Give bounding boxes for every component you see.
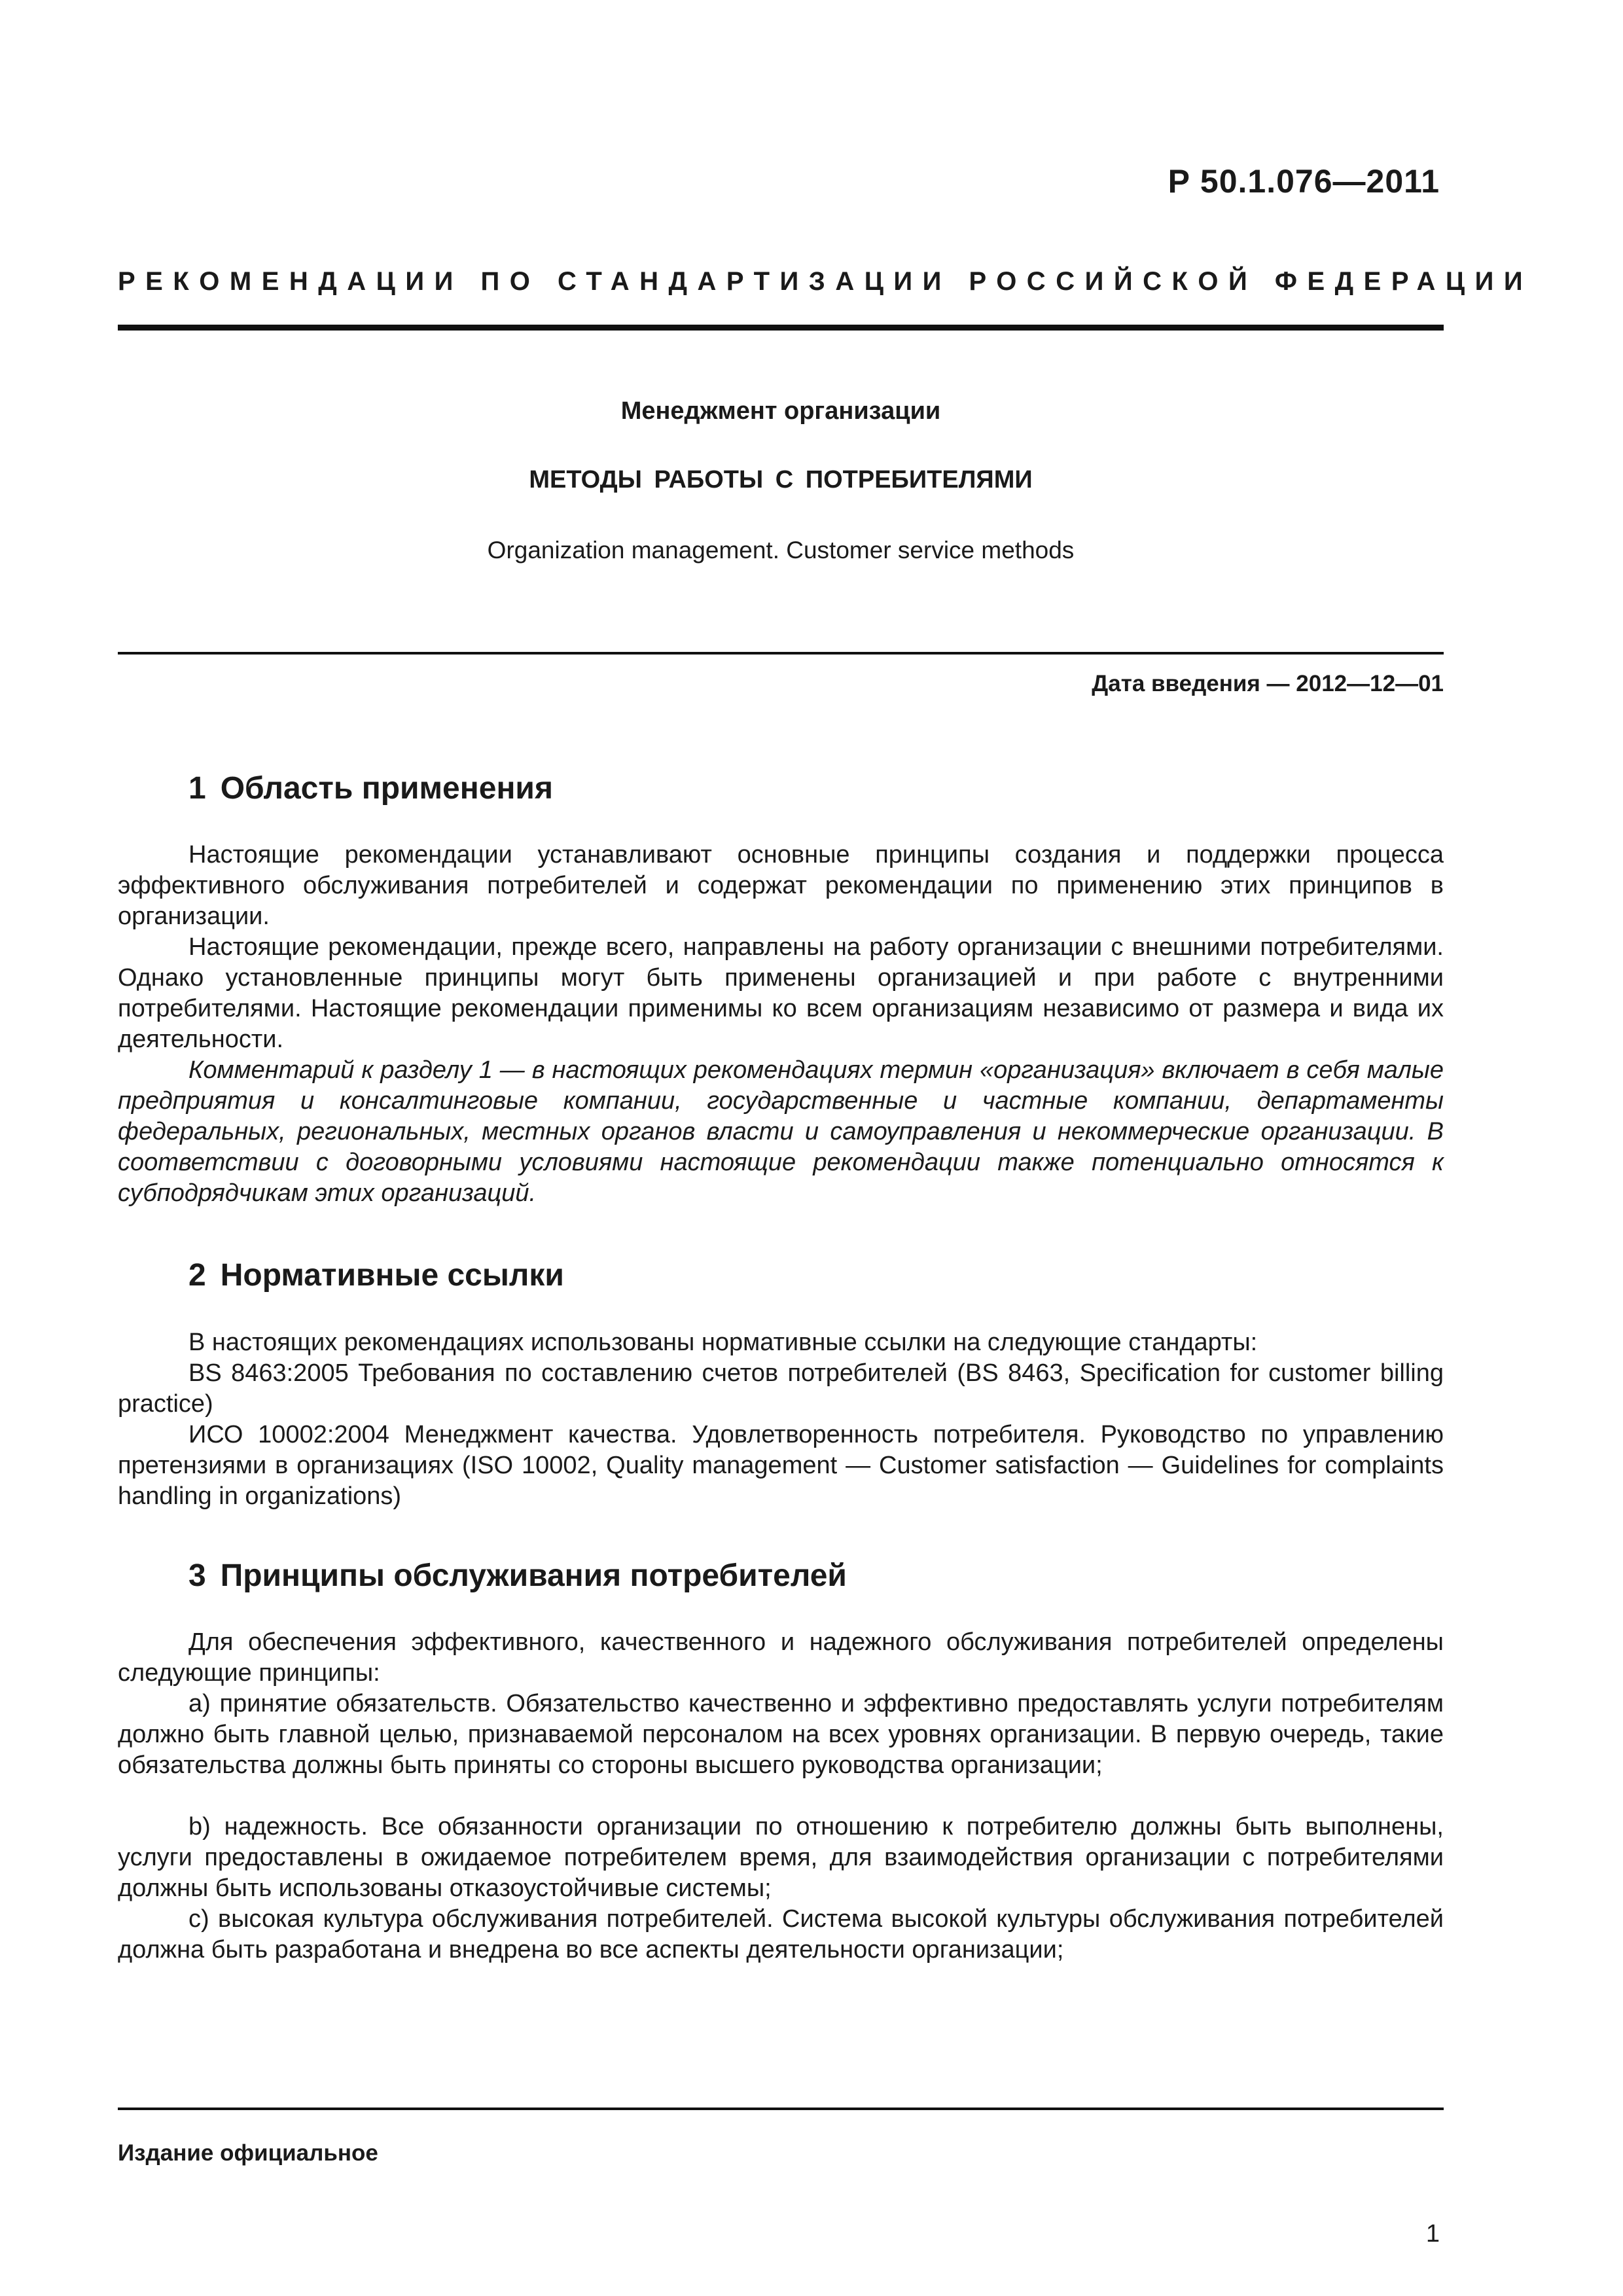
title-rule [118,652,1444,655]
section-title: Нормативные ссылки [220,1258,564,1293]
document-code: Р 50.1.076—2011 [1168,163,1440,200]
section-title: Принципы обслуживания потребителей [220,1558,847,1593]
section-2-paragraph-1: В настоящих рекомендациях использованы нормативные ссылки на следующие стандарты: [188,1329,1258,1356]
document-title: МЕТОДЫ РАБОТЫ С ПОТРЕБИТЕЛЯМИ [529,466,1033,493]
section-title: Область применения [220,771,553,806]
section-2-heading [188,1257,564,1293]
section-3-item-b: b) надежность. Все обязанности организации по отношению к потребителю должны быть выполнены, услуги предоставлены в ожидаемое потребителем время, для взаимодействия организации с потребителями должны быть использованы отказоустойчивые системы; [118,1813,1444,1902]
section-1-heading [188,770,553,806]
document-subject: Менеджмент организации [620,397,941,425]
section-1-paragraph-1: Настоящие рекомендации устанавливают основные принципы создания и поддержки процесса эффективного обслуживания потребителей и содержат рекомендации по применению этих принципов в организации. [118,841,1444,930]
section-3-paragraph-1: Для обеспечения эффективного, качественного и надежного обслуживания потребителей определены следующие принципы: [118,1628,1444,1687]
series-title: РЕКОМЕНДАЦИИ ПО СТАНДАРТИЗАЦИИ РОССИЙСКОЙ ФЕДЕРАЦИИ [118,267,1533,296]
introduction-date: Дата введения — 2012—12—01 [1092,671,1444,696]
section-3-heading [188,1558,847,1594]
official-edition-label: Издание официальное [118,2140,378,2166]
section-2-reference-iso: ИСО 10002:2004 Менеджмент качества. Удовлетворенность потребителя. Руководство по управлению претензиями в организациях (ISO 10002, Quality management — Customer satisfaction — Guidelines for complaints handling in organizations) [118,1421,1444,1510]
section-2-reference-bs: BS 8463:2005 Требования по составлению счетов потребителей (BS 8463, Specification for customer billing practice) [118,1359,1444,1418]
section-number: 1 [188,771,206,806]
section-1-paragraph-2: Настоящие рекомендации, прежде всего, направлены на работу организации с внешними потребителями. Однако установленные принципы могут быть применены организацией и при работе с внутренними потребителями. Настоящие рекомендации применимы ко всем организациям независимо от размера и вида их деятельности. [118,933,1444,1053]
document-title-english: Organization management. Customer service methods [487,537,1075,564]
footer-rule [118,2108,1444,2110]
section-number: 2 [188,1258,206,1293]
section-1-comment: Комментарий к разделу 1 — в настоящих рекомендациях термин «организация» включает в себя малые предприятия и консалтинговые компании, государственные и частные компании, департаменты федеральных, региональных, местных органов власти и самоуправления и некоммерческие организации. В соответствии с договорными условиями настоящие рекомендации также потенциально относятся к субподрядчикам этих организаций. [118,1056,1444,1207]
page-number: 1 [1425,2220,1440,2248]
header-rule [118,325,1444,331]
section-number: 3 [188,1558,206,1593]
section-3-item-c: c) высокая культура обслуживания потребителей. Система высокой культуры обслуживания потребителей должна быть разработана и внедрена во все аспекты деятельности организации; [118,1905,1444,1964]
section-3-item-a: а) принятие обязательств. Обязательство качественно и эффективно предоставлять услуги потребителям должно быть главной целью, признаваемой персоналом на всех уровнях организации. В первую очередь, такие обязательства должны быть приняты со стороны высшего руководства организации; [118,1690,1444,1779]
